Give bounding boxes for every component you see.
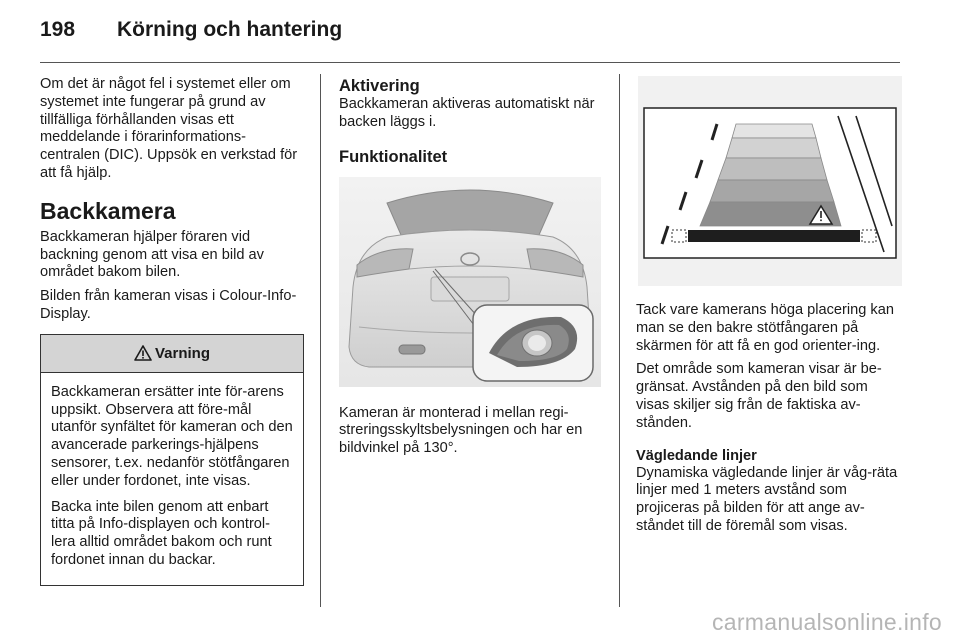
column-3 (636, 76, 902, 542)
chapter-title: Körning och hantering (117, 18, 343, 41)
rear-camera-display-illustration (638, 76, 902, 286)
function-title: Funktionalitet (339, 147, 448, 166)
column-2 (339, 76, 601, 464)
activation-text: Backkameran aktiveras automatiskt när backen läggs i. (339, 96, 595, 130)
page-number: 198 (40, 18, 76, 41)
display-paragraph-1: Tack vare kamerans höga placering kan man se den bakre stötfångaren på skärmen för att få en god orienter-ing. (636, 302, 894, 354)
car-rear-camera-illustration (339, 177, 601, 387)
column-1 (40, 76, 304, 586)
column-divider-1 (320, 74, 321, 607)
guidelines-text: Dynamiska vägledande linjer är våg-räta linjer med 1 meters avstånd som projiceras på bilden för att ange av-ståndet till de föremål som visas. (636, 464, 898, 534)
header-rule (40, 62, 900, 63)
display-paragraph-2: Det område som kameran visar är be-gränsat. Avstånden på den bild som visas skiljer sig från de faktiska av-stånden. (636, 361, 882, 431)
warning-paragraph-2: Backa inte bilen genom att enbart titta på Info-displayen och kontrol-lera alltid området bakom och runt fordonet innan du backar. (51, 498, 272, 568)
warning-title: Varning (154, 344, 210, 362)
activation-title: Aktivering (339, 77, 420, 95)
warning-triangle-icon (134, 345, 152, 361)
column-divider-2 (619, 74, 620, 607)
warning-header (41, 335, 303, 373)
section-paragraph-2: Bilden från kameran visas i Colour-Info-Display. (40, 288, 297, 322)
intro-paragraph: Om det är något fel i systemet eller om systemet inte fungerar på grund av tillfälliga förhållanden visas ett meddelande i förarinformations-centralen (DIC). Uppsök en verkstad för att få hjälp. (40, 76, 298, 181)
watermark: carmanualsonline.info (711, 609, 942, 635)
camera-caption: Kameran är monterad i mellan regi-streringsskyltsbelysningen och har en bildvinkel på 130°. (339, 404, 583, 457)
guidelines-title: Vägledande linjer (636, 447, 757, 464)
warning-paragraph-1: Backkameran ersätter inte för-arens uppsikt. Observera att före-mål utanför synfältet för kameran och den avancerade parkerings-hjälpens sensorer, t.ex. nedanför stötfångaren eller under fordonet, inte visas. (51, 383, 293, 489)
warning-box (40, 334, 304, 586)
section-title-backkamera: Backkamera (40, 197, 176, 224)
section-paragraph-1: Backkameran hjälper föraren vid backning genom att visa en bild av området bakom bilen. (40, 228, 264, 281)
warning-body (41, 373, 303, 585)
